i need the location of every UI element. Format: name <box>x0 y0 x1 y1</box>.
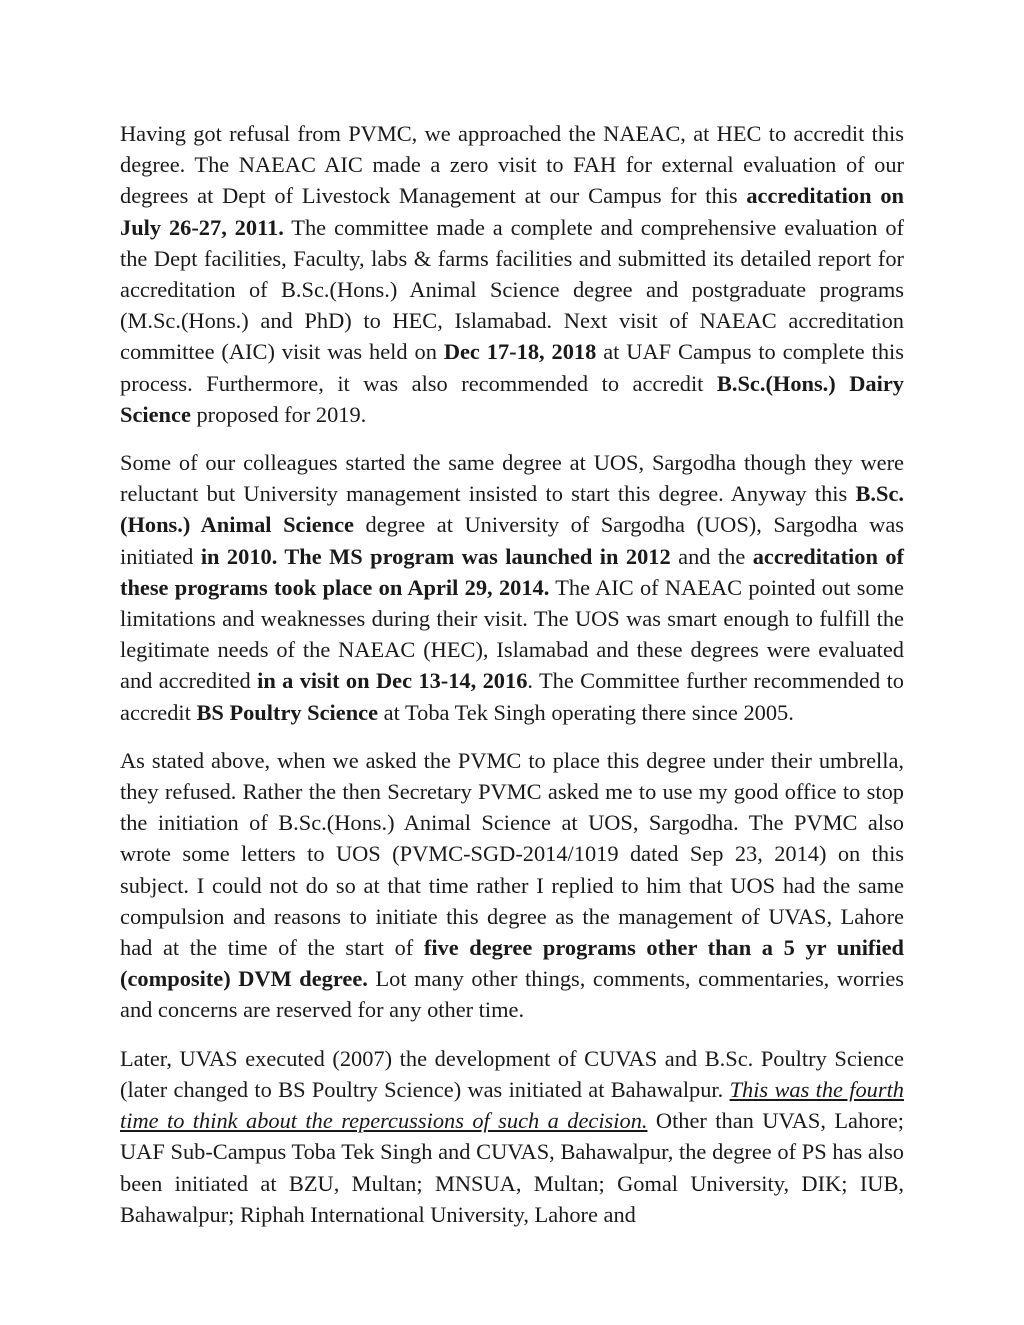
paragraph-naeac-accreditation <box>120 118 904 430</box>
bold-segment: accreditation of these programs took place on April 29, 2014. <box>120 543 905 600</box>
bold-segment: accreditation on July 26-27, 2011. <box>120 183 904 240</box>
text-segment: Lot many other things, comments, commentaries, worries and concerns are reserved for any other time. <box>120 966 904 1023</box>
bold-segment: five degree programs other than a 5 yr unified (composite) DVM degree. <box>120 935 904 992</box>
text-segment: Other than UVAS, Lahore; UAF Sub-Campus Toba Tek Singh and CUVAS, Bahawalpur, the degree of PS has also been initiated at BZU, Multan; MNSUA, Multan; Gomal University, DIK; IUB, Bahawalpur; Riphah International University, Lahore and <box>120 1108 904 1227</box>
bold-segment: BS Poultry Science <box>196 699 379 725</box>
text-segment: degree at University of Sargodha (UOS), Sargodha was initiated <box>120 512 904 569</box>
bold-segment: B.Sc.(Hons.) Animal Science <box>120 481 904 538</box>
text-segment: Later, UVAS executed (2007) the development of CUVAS and B.Sc. Poultry Science (later changed to BS Poultry Science) was initiated at Bahawalpur. <box>120 1045 904 1102</box>
text-segment: Some of our colleagues started the same degree at UOS, Sargodha though they were reluctant but University management insisted to start this degree. Anyway this <box>120 450 904 507</box>
paragraph-uos-sargodha <box>120 447 904 728</box>
bold-segment: B.Sc.(Hons.) Dairy Science <box>120 370 904 427</box>
bold-segment: in a visit on Dec 13-14, 2016 <box>257 668 528 694</box>
text-segment: proposed for 2019. <box>190 401 367 427</box>
paragraph-pvmc-refusal <box>120 745 904 1026</box>
bold-segment: Dec 17-18, 2018 <box>443 339 597 365</box>
text-segment: and the <box>670 543 753 569</box>
emphasized-segment: This was the fourth time to think about the repercussions of such a decision. <box>120 1076 904 1134</box>
text-segment: Having got refusal from PVMC, we approached the NAEAC, at HEC to accredit this degree. The NAEAC AIC made a zero visit to FAH for external evaluation of our degrees at Dept of Livestock Management at our Campus for this <box>120 121 904 209</box>
bold-segment: in 2010. The MS program was launched in 2012 <box>200 543 671 569</box>
text-segment: . The Committee further recommended to accredit <box>120 668 904 725</box>
text-segment: The AIC of NAEAC pointed out some limitations and weaknesses during their visit. The UOS was smart enough to fulfill the legitimate needs of the NAEAC (HEC), Islamabad and these degrees were evaluated and accredited <box>120 574 904 694</box>
paragraph-cuvas-poultry <box>120 1043 904 1230</box>
text-segment: The committee made a complete and comprehensive evaluation of the Dept facilities, Faculty, labs & farms facilities and submitted its detailed report for accreditation of B.Sc.(Hons.) Animal Science degree and postgraduate programs (M.Sc.(Hons.) and PhD) to HEC, Islamabad. Next visit of NAEAC accreditation committee (AIC) visit was held on <box>120 214 904 365</box>
text-segment: As stated above, when we asked the PVMC to place this degree under their umbrella, they refused. Rather the then Secretary PVMC asked me to use my good office to stop the initiation of B.Sc.(Hons.) Animal Science at UOS, Sargodha. The PVMC also wrote some letters to UOS (PVMC-SGD-2014/1019 dated Sep 23, 2014) on this subject. I could not do so at that time rather I replied to him that UOS had the same compulsion and reasons to initiate this degree as the management of UVAS, Lahore had at the time of the start of <box>120 747 904 961</box>
text-segment: at UAF Campus to complete this process. Furthermore, it was also recommended to accredit <box>120 339 904 396</box>
document-page <box>120 118 904 1247</box>
text-segment: at Toba Tek Singh operating there since 2005. <box>378 699 794 725</box>
